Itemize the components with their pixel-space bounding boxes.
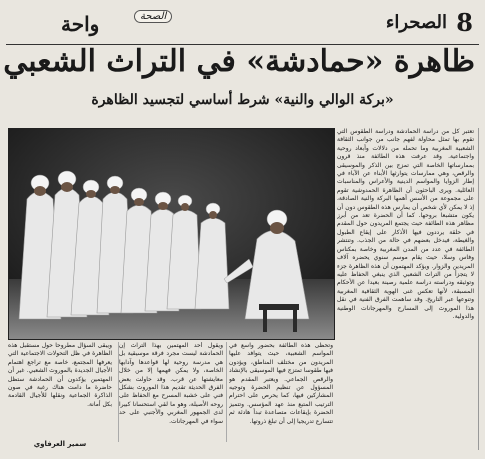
article-body-text: تعتبر كل من دراسة الحمادشة ودراسة الطقوس التي تقوم بها تمثل محاولة لفهم جانب من جوانب الثقافة الشعبية المغربية وما تحمله من دلالات وأبعاد روحية واجتماعية. وقد عرفت هذه الطائفة منذ قرون بممارساتها الخاصة التي تمزج بين الذكر والموسيقى والرقص، وهي ممارسات يتوارثها الأبناء عن الآباء في إطار الزوايا والمواسم الدينية والأعراس والمناسبات العائلية. ويرى الباحثون أن الظاهرة الحمدوشية تقوم على مجموعة من الأسس أهمها البركة والنية الصادقة، إذ لا يمكن لأي شخص أن يمارس هذه الطقوس دون أن يكون متشبعا بروحها. كما أن الحضرة تعد من أبرز مظاهر هذه الطائفة حيث يجتمع المريدون حول المقدم في حلقة يرددون فيها الأذكار على إيقاع الطبول والغيطة، فيدخل بعضهم في حالة من الجذب. وتنتشر الطائفة في عدد من المدن المغربية وخاصة بمكناس وفاس وسلا، حيث يقام موسم سنوي يحضره آلاف المريدين والزوار. ويؤكد المهتمون أن هذه الظاهرة جزء لا يتجزأ من التراث الشعبي الذي ينبغي الحفاظ عليه وتوثيقه ودراسته دراسة علمية رصينة بعيدا عن الأحكام المسبقة، لأنها تعكس غنى الهوية الثقافية المغربية وتنوعها عبر التاريخ. وقد ساهمت الفرق الفنية في نقل هذا الموروث إلى المسارح والمهرجانات الوطنية والدولية. [337, 128, 474, 320]
article-column-right [337, 128, 479, 450]
section-tag: الصحة [134, 10, 172, 23]
article-column [229, 342, 333, 450]
article-column [8, 342, 112, 450]
article-headline: ظاهرة «حمادشة» في التراث الشعبي [3, 44, 475, 79]
article-byline: سمير العرفاوي [33, 440, 87, 448]
article-body-text: وتحظى هذه الطائفة بحضور واسع في المواسم الشعبية، حيث يتوافد عليها المريدون من مختلف المناطق، ويؤدون فيها طقوسا تمتزج فيها الموسيقى بالإنشاد والرقص الجماعي. ويعتبر المقدم هو المسؤول عن تنظيم الحضرة وتوجيه المشاركين فيها، كما يحرص على احترام الترتيب المتبع منذ عهد المؤسس. وتتميز الحضرة بإيقاعات متصاعدة تبدأ هادئة ثم تتسارع تدريجيا إلى أن تبلغ ذروتها. [229, 342, 333, 425]
section-title: واحة [61, 12, 100, 36]
article-column [119, 342, 223, 450]
article-bottom-columns [8, 342, 333, 450]
article-photo [8, 128, 335, 340]
newspaper-name: الصحراء [385, 12, 447, 33]
article-body-text: ويقول أحد المهتمين بهذا التراث إن الحمادشة ليست مجرد فرقة موسيقية بل هي مدرسة روحية لها قواعدها وآدابها الخاصة، ولا يمكن فهمها إلا من خلال معايشتها عن قرب. وقد حاولت بعض الفرق الحديثة تقديم هذا الموروث بشكل فني على خشبة المسرح مع الحفاظ على روحه الأصيلة، وهو ما لقي استحسانا كبيرا لدى الجمهور المغربي والأجنبي على حد سواء في المهرجانات. [119, 342, 223, 425]
page-number: 8 [456, 8, 473, 37]
masthead [6, 4, 479, 45]
article-body-text: ويبقى السؤال مطروحا حول مستقبل هذه الظاهرة في ظل التحولات الاجتماعية التي يعرفها المجتمع، خاصة مع تراجع اهتمام الأجيال الجديدة بالموروث الشعبي. غير أن المهتمين يؤكدون أن الحمادشة ستظل حاضرة ما دامت هناك رغبة في صون الذاكرة الجماعية ونقلها للأجيال القادمة بكل أمانة. [8, 342, 112, 408]
article-subheadline: «بركة الوالي والنية» شرط أساسي لتجسيد الظاهرة [91, 92, 394, 108]
